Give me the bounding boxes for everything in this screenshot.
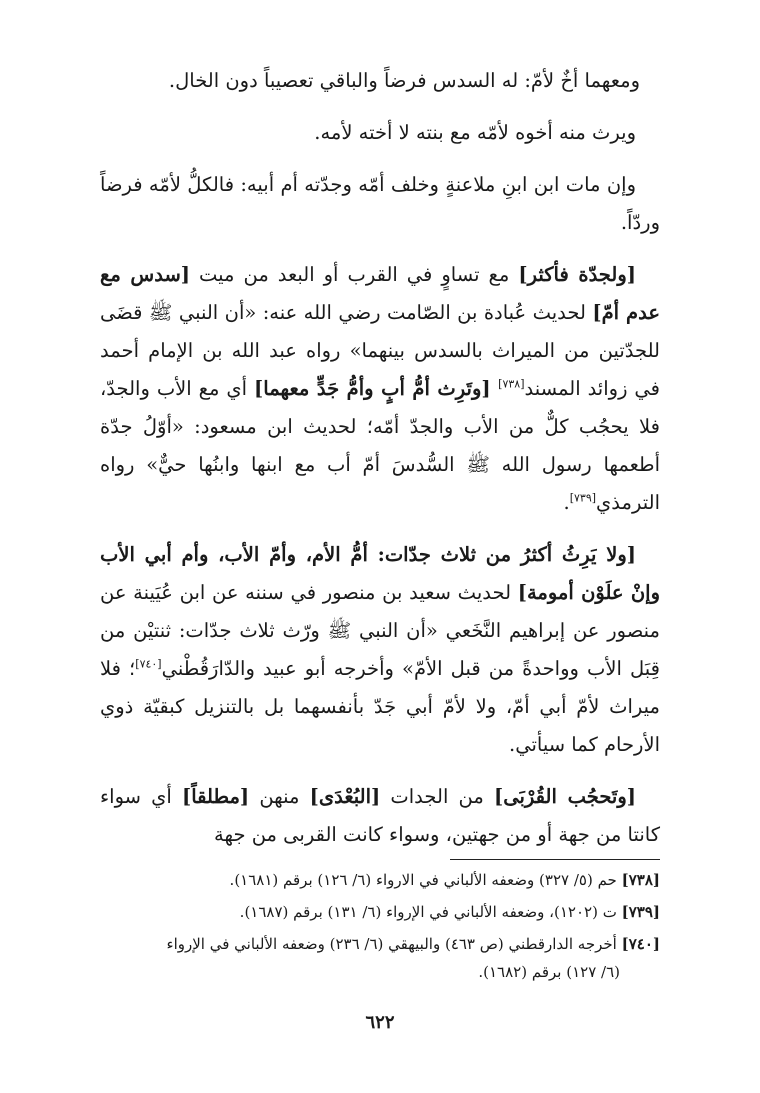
- paragraph-2-text: ويرث منه أخوه لأمّه مع بنته لا أخته لأمه.: [314, 121, 636, 144]
- commentary-text-5: لحديث سعيد بن منصور في سننه عن ابن عُيَينة عن منصور عن إبراهيم النَّخَعي «أن النبي ﷺ ورّث ثلاث جدّات: ثنتيْن من قِبَل الأب وواحدةً من قبل الأمّ» وأخرجه أبو عبيد والدّارَقُطْني: [100, 581, 660, 680]
- matn-phrase-3: [وتَرِث أمُّ أبٍ وأمُّ جَدٍّ معهما]: [254, 377, 499, 400]
- footnote-number: [٧٣٨]: [621, 871, 660, 889]
- paragraph-1: [100, 62, 660, 100]
- matn-phrase-1: [ولجدّة فأكثر]: [518, 263, 636, 286]
- commentary-text-8: منهن: [249, 785, 310, 808]
- footnotes: [100, 866, 660, 990]
- paragraph-grandmother-share: [100, 256, 660, 522]
- page-body: [100, 62, 660, 868]
- footnote-text: حم (٥/ ٣٢٧) وضعفه الألباني في الارواء (٦/ ١٢٦) برقم (١٦٨١).: [229, 871, 622, 889]
- paragraph-2: [100, 114, 660, 152]
- commentary-text-3: أي مع الأب والجدّ، فلا يحجُب كلٌّ من الأب والجدّ أمّه؛ لحديث ابن مسعود: «أوّلُ جدّة أطعمها رسول الله ﷺ السُّدسَ أمّ أب مع ابنها وابنُها حيٌّ» رواه الترمذي: [100, 377, 660, 514]
- matn-phrase-5: [وتَحجُب القُرْبَى]: [493, 785, 636, 808]
- footnote-739: [100, 898, 660, 926]
- footnote-ref-740[interactable]: [٧٤٠]: [135, 657, 162, 671]
- paragraph-three-grandmothers: [100, 536, 660, 764]
- paragraph-3-text: وإن مات ابن ابنِ ملاعنةٍ وخلف أمّه وجدّته أم أبيه: فالكلُّ لأمّه فرضاً وردّاً.: [100, 173, 660, 234]
- footnote-text: أخرجه الدارقطني (ص ٤٦٣) والبيهقي (٦/ ٢٣٦) وضعفه الألباني في الإرواء: [166, 935, 622, 953]
- footnote-738: [100, 866, 660, 894]
- commentary-text-9: أي سواء كانتا من جهة أو من جهتين، وسواء كانت القربى من جهة: [100, 785, 660, 846]
- footnote-ref-739[interactable]: [٧٣٩]: [569, 491, 597, 505]
- footnote-number: [٧٣٩]: [621, 903, 660, 921]
- footnote-text-continued: (٦/ ١٢٧) برقم (١٦٨٢).: [478, 963, 620, 981]
- matn-phrase-2: [سدس مع عدم أمّ]: [100, 263, 660, 324]
- paragraph-1-text: ومعهما أخٌ لأمّ: له السدس فرضاً والباقي تعصيباً دون الخال.: [168, 69, 640, 92]
- commentary-text-2: لحديث عُبادة بن الصّامت رضي الله عنه: «أن النبي ﷺ قضَى للجدّتين من الميراث بالسدس بينهما» رواه عبد الله بن الإمام أحمد في زوائد المسند: [100, 301, 660, 400]
- commentary-text-4: .: [563, 491, 570, 514]
- matn-phrase-4: [ولا يَرِثُ أكثرُ من ثلاث جدّات: أمُّ الأم، وأمّ الأب، وأم أبي الأب وإنْ علَوْن أمومة]: [100, 543, 660, 604]
- footnote-divider: [450, 859, 660, 860]
- footnote-ref-738[interactable]: [٧٣٨]: [498, 377, 525, 391]
- commentary-text-1: مع تساوٍ في القرب أو البعد من ميت: [190, 263, 519, 286]
- commentary-text-6: ؛ فلا ميراث لأمّ أبي أمّ، ولا لأمّ أبي جَدّ بأنفسهما بل بالتنزيل كبقيّة ذوي الأرحام كما سيأتي.: [100, 657, 660, 756]
- footnote-740: [100, 930, 660, 986]
- matn-phrase-6: [البُعْدَى]: [309, 785, 381, 808]
- paragraph-3: [100, 166, 660, 242]
- footnote-number: [٧٤٠]: [621, 935, 660, 953]
- matn-phrase-7: [مطلقاً]: [182, 785, 250, 808]
- commentary-text-7: من الجدات: [380, 785, 494, 808]
- footnote-text: ت (١٢٠٢)، وضعفه الألباني في الإرواء (٦/ ١٣١) برقم (١٦٨٧).: [239, 903, 622, 921]
- paragraph-nearer-blocks: [100, 778, 660, 854]
- page-number: ٦٢٢: [365, 1012, 395, 1033]
